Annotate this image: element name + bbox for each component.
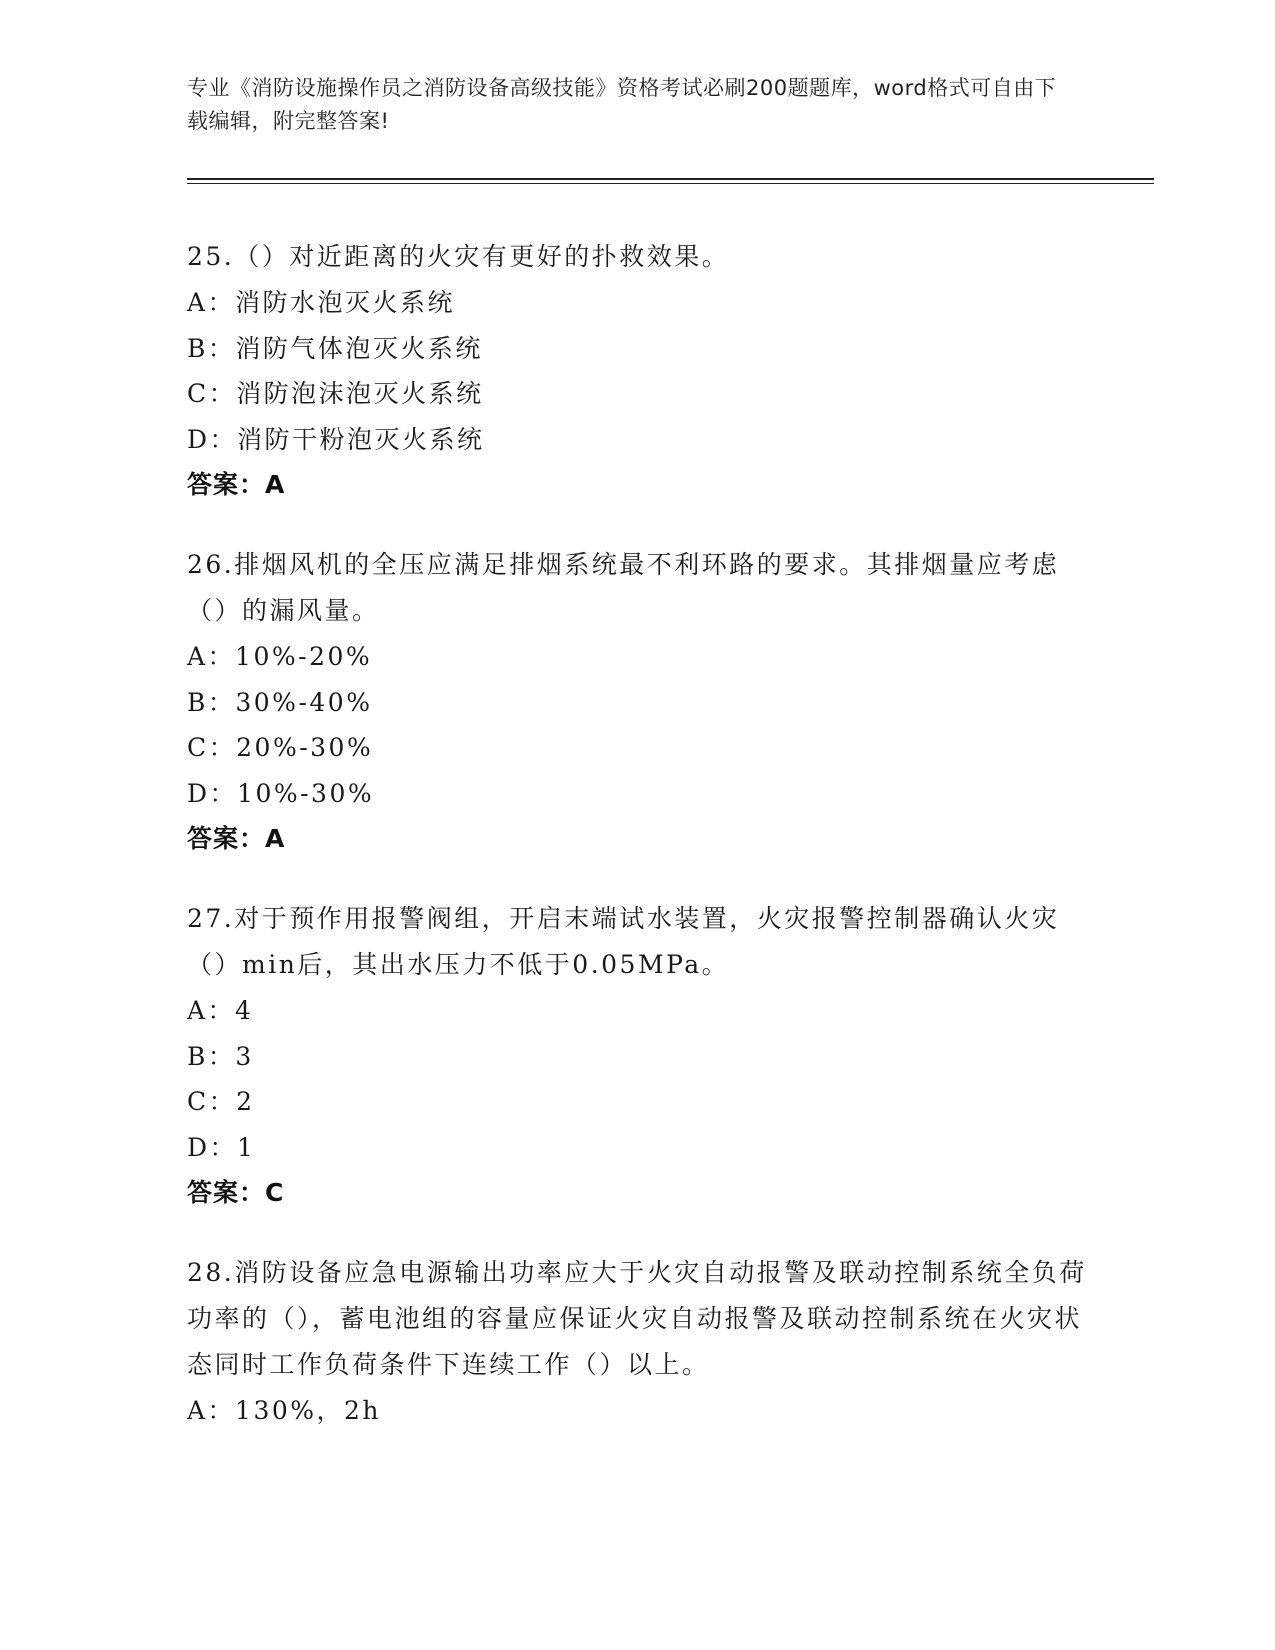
header-divider-thick (187, 178, 1154, 180)
option-a: A：消防水泡灭火系统 (187, 288, 456, 317)
option-a: A：4 (187, 996, 254, 1025)
question-list (187, 234, 1087, 1468)
document-header: 专业《消防设施操作员之消防设备高级技能》资格考试必刷200题题库，word格式可自由下载编辑，附完整答案! (187, 76, 1057, 133)
option-b: B：消防气体泡灭火系统 (187, 333, 483, 363)
question-stem: 28.消防设备应急电源输出功率应大于火灾自动报警及联动控制系统全负荷功率的（），蓄电池组的容量应保证火灾自动报警及联动控制系统在火灾状态同时工作负荷条件下连续工作（）以上。 (187, 1258, 1087, 1379)
question-27 (187, 896, 1087, 1216)
option-c: C：20%-30% (187, 733, 374, 762)
question-stem: 25.（）对近距离的火灾有更好的扑救效果。 (187, 242, 730, 271)
option-d: D：消防干粉泡灭火系统 (187, 424, 485, 454)
option-c: C：2 (187, 1087, 255, 1116)
option-a: A：10%-20% (187, 642, 373, 671)
header-divider-thin (187, 183, 1154, 184)
question-25 (187, 234, 1087, 508)
answer: 答案：A (187, 824, 286, 853)
option-b: B：30%-40% (187, 687, 373, 717)
option-b: B：3 (187, 1041, 254, 1071)
question-26 (187, 542, 1087, 862)
option-a: A：130%，2h (187, 1396, 382, 1425)
option-d: D：10%-30% (187, 778, 375, 808)
option-c: C：消防泡沫泡灭火系统 (187, 379, 484, 408)
option-d: D：1 (187, 1132, 256, 1162)
question-stem: 27.对于预作用报警阀组，开启末端试水装置，火灾报警控制器确认火灾（）min后，其出水压力不低于0.05MPa。 (187, 904, 1060, 979)
question-28 (187, 1250, 1087, 1434)
question-stem: 26.排烟风机的全压应满足排烟系统最不利环路的要求。其排烟量应考虑（）的漏风量。 (187, 550, 1060, 625)
answer: 答案：A (187, 470, 286, 499)
answer: 答案：C (187, 1178, 285, 1207)
